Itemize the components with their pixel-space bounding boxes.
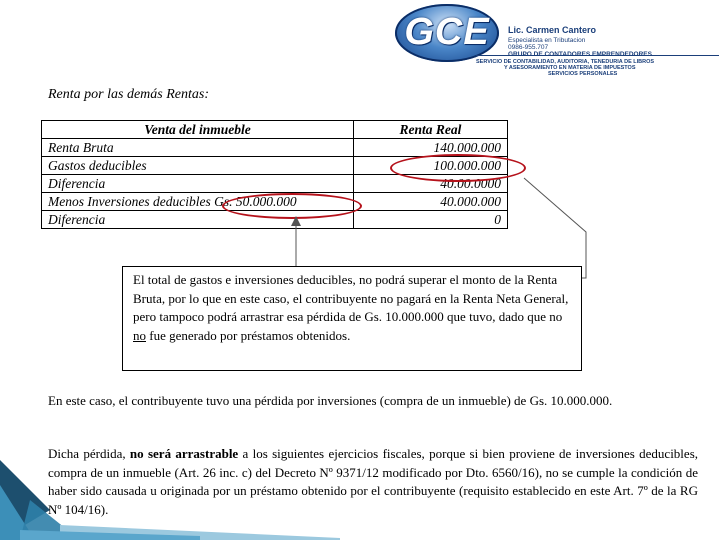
header-services-1: SERVICIO DE CONTABILIDAD, AUDITORIA, TENEDURIA DE LIBROS <box>476 59 655 65</box>
row-label: Renta Bruta <box>42 139 354 157</box>
header-phone: 0986-955.707 <box>508 44 549 51</box>
paragraph-not-carryforward <box>48 445 698 519</box>
highlight-ellipse-inversiones <box>222 193 362 219</box>
row-value: 140.000.000 <box>354 139 508 157</box>
row-label: Gastos deducibles <box>42 157 354 175</box>
note-text-start: El total de gastos e inversiones deducibles, no podrá superar el monto de la Renta Bruta, por lo que en este caso, el contribuyente no pagará en la Renta Neta General, pero tampoco podrá arrastrar esa pérdida de Gs. 10.000.000 que tuvo, dado que no <box>133 272 569 324</box>
header-divider <box>476 55 719 56</box>
header-title: Especialista en Tributacion <box>508 37 586 44</box>
column-header: Venta del inmueble <box>42 121 354 139</box>
paragraph2-start: Dicha pérdida, <box>48 446 130 461</box>
note-text-end: fue generado por préstamos obtenidos. <box>146 327 351 343</box>
paragraph2-bold: no será arrastrable <box>129 446 239 461</box>
row-label: Menos Inversiones deducibles Gs. 50.000.000 <box>42 193 354 211</box>
row-value: 40.00.0000 <box>354 175 508 193</box>
row-label: Diferencia <box>42 211 354 229</box>
header-name: Lic. Carmen Cantero <box>508 25 597 35</box>
column-header: Renta Real <box>354 121 508 139</box>
gce-logo-text: GCE <box>404 11 490 53</box>
highlight-ellipse-gastos <box>390 154 526 182</box>
table-header-row <box>42 121 508 139</box>
paragraph-loss: En este caso, el contribuyente tuvo una pérdida por inversiones (compra de un inmueble) de Gs. 10.000.000. <box>48 393 613 408</box>
header-services-3: SERVICIOS PERSONALES <box>548 71 618 77</box>
row-value: 40.000.000 <box>354 193 508 211</box>
note-underlined-word: no <box>133 327 146 343</box>
section-title: Renta por las demás Rentas: <box>48 87 209 102</box>
paragraph2-end: a los siguientes ejercicios fiscales, porque si bien proviene de inversiones deducibles, compra de un inmueble (Art. 26 inc. c) del Decreto Nº 9371/12 modificado por Dto. 6560/16), no se cumple la condición de haber sido causada u originada por un préstamo obtenido por el contribuyente (requisito establecido en este Art. 7º de la RG Nº 104/16). <box>48 446 698 517</box>
row-label: Diferencia <box>42 175 354 193</box>
row-value: 100.000.000 <box>354 157 508 175</box>
explanation-callout <box>122 266 582 371</box>
header-services-2: Y ASESORAMIENTO EN MATERIA DE IMPUESTOS <box>504 65 636 71</box>
row-value: 0 <box>354 211 508 229</box>
